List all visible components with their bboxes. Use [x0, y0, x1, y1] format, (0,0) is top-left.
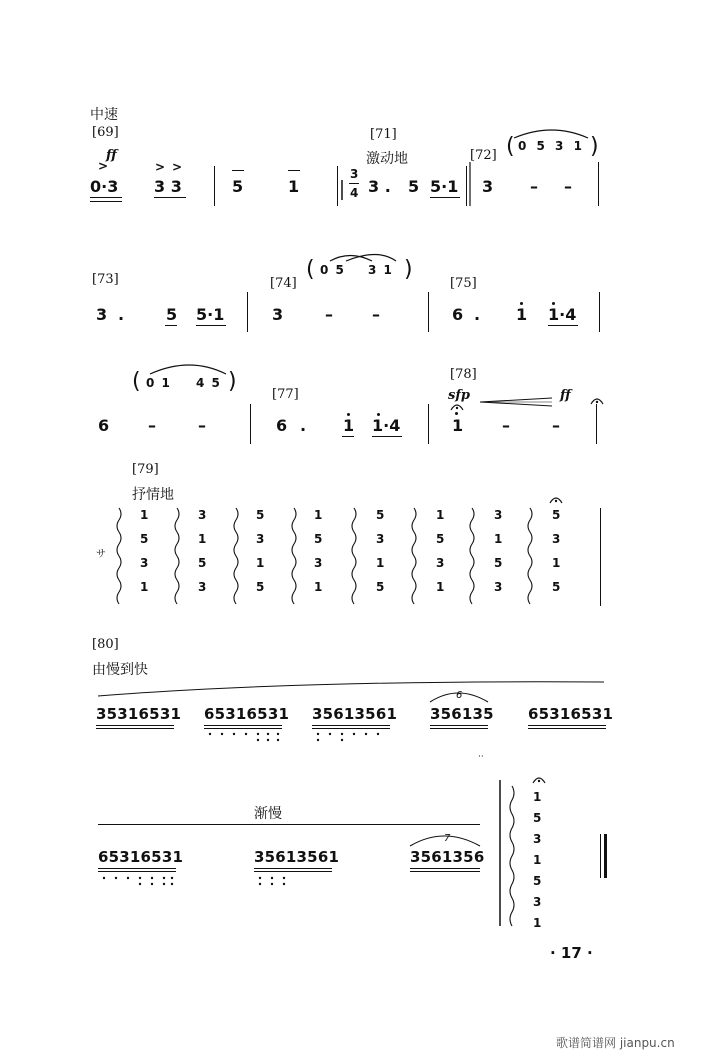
run-group: 3561356: [410, 848, 485, 866]
arpeggio-wave: [352, 508, 356, 604]
chord-note: 3: [436, 556, 445, 570]
accel-line: [98, 682, 604, 696]
measure-label-78: [78]: [450, 367, 477, 382]
run-group: 65316531: [528, 705, 614, 723]
fill-notes: 0 5: [320, 263, 344, 277]
accent-mark: >: [98, 159, 109, 173]
chord-note: 1: [198, 532, 207, 546]
tempo-accel: 由慢到快: [92, 662, 148, 678]
dash: –: [564, 177, 572, 196]
fill-notes: 0 5 3 1: [518, 139, 582, 153]
note-group: 1·4: [372, 416, 401, 435]
time-sig-top: 3: [350, 167, 359, 181]
note: 1: [288, 177, 300, 196]
chord-note: 3: [376, 532, 385, 546]
run-group: 35316531: [96, 705, 182, 723]
dynamic-sfp: sfp: [448, 388, 471, 403]
arpeggio-wave: [412, 508, 416, 604]
chord-note: 5: [552, 580, 561, 594]
measure-label-74: [74]: [270, 276, 297, 291]
dynamic-ff: ff: [106, 148, 117, 163]
dash: –: [372, 305, 380, 324]
fermata-icon: [596, 401, 598, 403]
dot-extension: .: [118, 305, 125, 324]
dash: –: [198, 416, 206, 435]
dot-extension: .: [474, 305, 481, 324]
accent-mark: >: [155, 160, 166, 174]
note: 3: [272, 305, 284, 324]
fermata-icon: [555, 500, 557, 502]
run-group: 65316531: [98, 848, 184, 866]
measure-label-72: [72]: [470, 148, 497, 163]
accent-mark: >: [172, 160, 183, 174]
fill-notes: 0 1: [146, 376, 170, 390]
tempo-excited: 激动地: [366, 151, 408, 167]
note: 3: [482, 177, 494, 196]
note-group: 3 .: [368, 177, 391, 196]
tempo-lyrical: 抒情地: [132, 487, 174, 503]
chord-note: 5: [256, 580, 265, 594]
note-group: 0·3: [90, 177, 119, 196]
chord-note: 5: [198, 556, 207, 570]
chord-note: 1: [256, 556, 265, 570]
note: 5: [166, 305, 178, 324]
note: 1: [516, 305, 528, 324]
measure-label-71: [71]: [370, 127, 397, 142]
tempo-moderato: 中速: [90, 107, 118, 123]
fill-notes: 3 1: [368, 263, 392, 277]
chord-note: 5: [436, 532, 445, 546]
chord-note: 3: [256, 532, 265, 546]
chord-mark: サ: [96, 549, 106, 560]
dash: –: [325, 305, 333, 324]
note: 3: [96, 305, 108, 324]
slur: [150, 365, 226, 374]
chord-note: 1: [494, 532, 503, 546]
note-group: 5·1: [430, 177, 459, 196]
measure-label-80: [80]: [92, 637, 119, 652]
chord-note: 5: [376, 580, 385, 594]
measure-label-79: [79]: [132, 462, 159, 477]
chord-note: 1: [140, 580, 149, 594]
chord-note: 5: [256, 508, 265, 522]
stray-mark: ··: [478, 752, 484, 762]
chord-note: 1: [533, 916, 542, 930]
chord-note: 3: [494, 580, 503, 594]
chord-note: 3: [198, 580, 207, 594]
chord-note: 5: [533, 811, 542, 825]
chord-note: 3: [140, 556, 149, 570]
note: 6: [452, 305, 464, 324]
note-group: 3 3: [154, 177, 182, 196]
dynamic-ff: ff: [560, 388, 571, 403]
measure-label-73: [73]: [92, 272, 119, 287]
note: 6: [276, 416, 288, 435]
note: 1: [343, 416, 355, 435]
run-group: 356135: [430, 705, 494, 723]
arpeggio-wave: [510, 786, 514, 926]
chord-note: 3: [533, 895, 542, 909]
dash: –: [148, 416, 156, 435]
tuplet-slur: [410, 836, 480, 846]
chord-note: 1: [552, 556, 561, 570]
slur: [514, 130, 588, 138]
fill-notes: 4 5: [196, 376, 220, 390]
chord-note: 1: [314, 508, 323, 522]
note: 1: [452, 416, 464, 435]
fermata-icon: [538, 780, 540, 782]
arpeggio-wave: [292, 508, 296, 604]
note: 5: [408, 177, 420, 196]
arpeggio-wave: [234, 508, 238, 604]
chord-note: 3: [494, 508, 503, 522]
dash: –: [502, 416, 510, 435]
bracket-open: (: [506, 134, 515, 159]
tempo-rit: 渐慢: [254, 806, 282, 822]
chord-note: 1: [533, 790, 542, 804]
watermark: 歌谱简谱网 jianpu.cn: [556, 1036, 675, 1050]
page-number: · 17 ·: [550, 944, 593, 962]
chord-note: 5: [494, 556, 503, 570]
note-group: 5·1: [196, 305, 225, 324]
arpeggio-wave: [470, 508, 474, 604]
chord-note: 1: [140, 508, 149, 522]
dash: –: [530, 177, 538, 196]
note: 5: [232, 177, 244, 196]
run-group: 35613561: [312, 705, 398, 723]
bracket-close: ): [590, 134, 599, 159]
arpeggio-wave: [175, 508, 179, 604]
tuplet-slur: [430, 693, 488, 702]
chord-note: 1: [533, 853, 542, 867]
bracket-close: ): [228, 369, 237, 394]
measure-label-77: [77]: [272, 387, 299, 402]
arpeggio-wave: [528, 508, 532, 604]
bracket-close: ): [404, 257, 413, 282]
dot-extension: .: [300, 416, 307, 435]
chord-note: 5: [314, 532, 323, 546]
chord-note: 1: [314, 580, 323, 594]
chord-note: 3: [533, 832, 542, 846]
chord-note: 5: [140, 532, 149, 546]
chord-note: 5: [376, 508, 385, 522]
slur: [330, 256, 372, 262]
chord-note: 1: [376, 556, 385, 570]
chord-note: 3: [198, 508, 207, 522]
measure-label-75: [75]: [450, 276, 477, 291]
bracket-open: (: [306, 257, 315, 282]
chord-note: 5: [533, 874, 542, 888]
time-sig-bottom: 4: [350, 186, 359, 200]
note-group: 1·4: [548, 305, 577, 324]
measure-label-69: [69]: [92, 125, 119, 140]
chord-note: 3: [552, 532, 561, 546]
chord-note: 5: [552, 508, 561, 522]
chord-note: 3: [314, 556, 323, 570]
chord-note: 1: [436, 508, 445, 522]
chord-note: 1: [436, 580, 445, 594]
octave-dots: [103, 733, 379, 885]
bracket-open: (: [132, 369, 141, 394]
fermata-icon: [456, 407, 458, 409]
arpeggio-wave: [117, 508, 121, 604]
tuplet-number: 7: [444, 833, 451, 844]
tuplet-number: 6: [456, 690, 463, 701]
dash: –: [552, 416, 560, 435]
note: 6: [98, 416, 110, 435]
run-group: 65316531: [204, 705, 290, 723]
run-group: 35613561: [254, 848, 340, 866]
